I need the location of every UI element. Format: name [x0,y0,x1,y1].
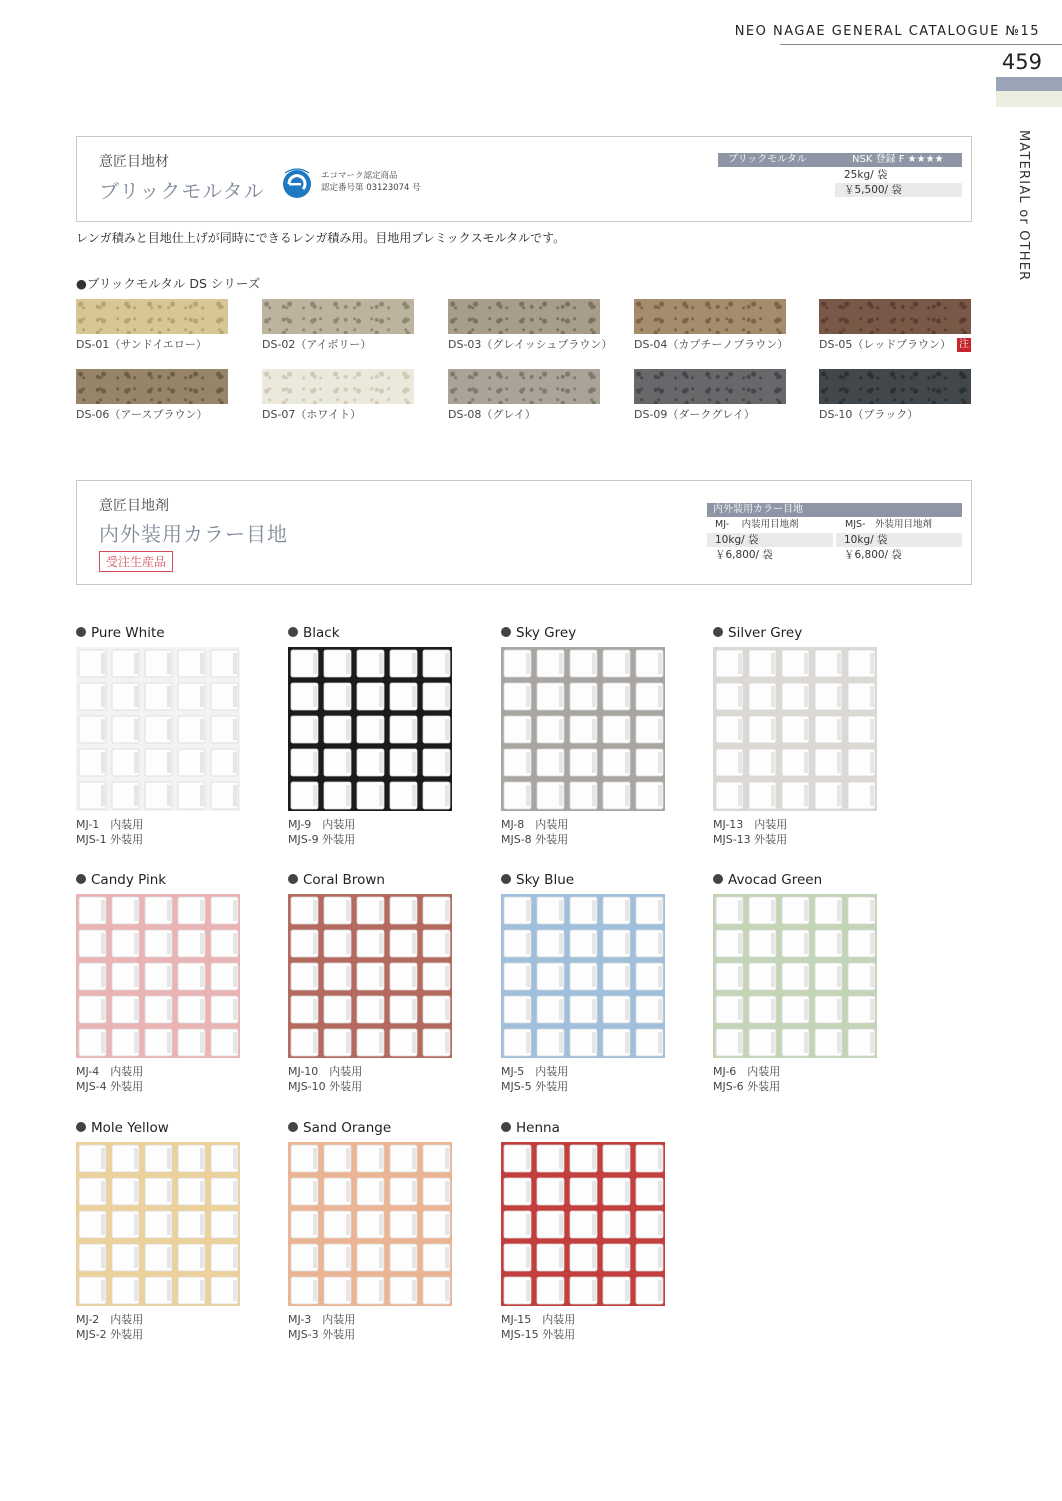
joint-interior-code: MJ-10 内装用 [288,1065,363,1078]
joint-color-name: Avocad Green [728,872,823,888]
joint-exterior-code: MJS-8 外装用 [501,833,569,846]
joint-col2-head: MJS- 外装用目地剤 [845,519,932,530]
joint-color-swatch [76,1142,240,1306]
joint-color-swatch [501,894,665,1058]
joint-spec-header: 内外装用カラー目地 [707,503,962,517]
joint-color-name: Henna [516,1120,560,1136]
joint-color-swatch [288,1142,452,1306]
joint-code-label [76,1312,143,1342]
brick-spec-header [718,153,962,167]
header-bar-blue [996,77,1062,91]
joint-color-swatch [76,894,240,1058]
ds-swatch [634,299,786,334]
ds-swatch-label: DS-03（グレイッシュブラウン） [448,338,613,351]
bullet-dot-icon [76,1122,86,1132]
joint-color-name: Mole Yellow [91,1120,169,1136]
catalogue-title: NEO NAGAE GENERAL CATALOGUE №15 [734,24,1040,39]
joint-col1-price: ￥6,800/ 袋 [715,549,773,561]
joint-code-label [76,817,143,847]
joint-color-name: Pure White [91,625,165,641]
brick-mortar-category: 意匠目地材 [99,154,169,170]
joint-color-name: Coral Brown [303,872,385,888]
joint-code-label [713,1064,780,1094]
joint-color-title [501,1120,560,1136]
ds-swatch-label: DS-02（アイボリー） [262,338,372,351]
brick-spec-grade: NSK 登録 F ★★★★ [852,154,944,165]
bullet-dot-icon [288,1122,298,1132]
ds-swatch-label: DS-05（レッドブラウン） [819,338,951,351]
joint-exterior-code: MJS-3 外装用 [288,1328,356,1341]
joint-color-swatch [288,647,452,811]
joint-interior-code: MJ-8 内装用 [501,818,569,831]
joint-interior-code: MJ-13 内装用 [713,818,788,831]
ds-swatch [448,299,600,334]
joint-exterior-code: MJS-1 外装用 [76,833,144,846]
color-joint-name: 内外装用カラー目地 [99,522,288,546]
eco-mark-text: エコマーク認定商品 [321,171,398,181]
made-to-order-badge: 受注生産品 [99,551,173,572]
ds-swatch-label: DS-10（ブラック） [819,408,919,421]
ds-swatch-label: DS-04（カプチーノブラウン） [634,338,789,351]
joint-interior-code: MJ-4 内装用 [76,1065,144,1078]
joint-code-label [76,1064,143,1094]
joint-col1-head: MJ- 内装用目地剤 [715,519,799,530]
joint-color-name: Sky Blue [516,872,575,888]
joint-color-swatch [76,647,240,811]
ds-swatch [819,299,971,334]
joint-interior-code: MJ-1 内装用 [76,818,144,831]
joint-exterior-code: MJS-15 外装用 [501,1328,576,1341]
joint-color-name: Black [303,625,340,641]
joint-interior-code: MJ-3 内装用 [288,1313,356,1326]
ds-swatch [262,299,414,334]
joint-color-title [713,625,802,641]
brick-spec-price: ￥5,500/ 袋 [835,183,962,197]
brick-mortar-box [76,136,972,222]
ds-swatch [76,299,228,334]
joint-color-swatch [713,894,877,1058]
brick-spec-weight: 25kg/ 袋 [844,169,888,181]
header-bar-cream [996,91,1062,107]
joint-exterior-code: MJS-5 外装用 [501,1080,569,1093]
brick-mortar-description: レンガ積みと目地仕上げが同時にできるレンガ積み用。目地用プレミックスモルタルです。 [76,231,566,245]
ds-swatch [76,369,228,404]
ds-swatch-label: DS-08（グレイ） [448,408,536,421]
joint-exterior-code: MJS-2 外装用 [76,1328,144,1341]
joint-color-swatch [288,894,452,1058]
ds-swatch-label: DS-09（ダークグレイ） [634,408,755,421]
joint-interior-code: MJ-15 内装用 [501,1313,576,1326]
joint-col1-weight: 10kg/ 袋 [707,533,833,547]
joint-color-title [713,872,822,888]
joint-code-label [501,1064,568,1094]
ds-swatch [819,369,971,404]
joint-color-swatch [713,647,877,811]
page-number: 459 [1001,50,1042,74]
bullet-dot-icon [288,627,298,637]
ds-swatch [262,369,414,404]
bullet-dot-icon [288,874,298,884]
joint-color-name: Silver Grey [728,625,803,641]
joint-exterior-code: MJS-9 外装用 [288,833,356,846]
ds-series-title: ●ブリックモルタル DS シリーズ [76,276,261,291]
color-joint-category: 意匠目地剤 [99,498,169,514]
joint-col2-price: ￥6,800/ 袋 [844,549,902,561]
note-mark: 注 [959,339,969,350]
joint-color-title [501,625,576,641]
joint-interior-code: MJ-6 内装用 [713,1065,781,1078]
joint-color-title [288,1120,391,1136]
side-section-label: MATERIAL or OTHER [1016,130,1031,282]
ds-swatch [448,369,600,404]
joint-code-label [501,1312,575,1342]
eco-mark-number: 認定番号第 03123074 号 [321,183,421,193]
joint-color-swatch [501,1142,665,1306]
bullet-dot-icon [501,874,511,884]
joint-code-label [288,1064,362,1094]
joint-color-title [76,1120,169,1136]
joint-exterior-code: MJS-4 外装用 [76,1080,144,1093]
ds-swatch-label: DS-01（サンドイエロー） [76,338,207,351]
joint-interior-code: MJ-9 内装用 [288,818,356,831]
joint-col2-weight: 10kg/ 袋 [836,533,962,547]
ds-swatch-label: DS-06（アースブラウン） [76,408,208,421]
joint-exterior-code: MJS-13 外装用 [713,833,788,846]
bullet-dot-icon [713,874,723,884]
joint-color-title [76,625,165,641]
joint-color-title [76,872,166,888]
brick-spec-label: ブリックモルタル [728,154,807,165]
brick-mortar-name: ブリックモルタル [99,179,265,203]
joint-color-title [288,625,340,641]
header-rule [780,44,1062,45]
eco-mark-icon [279,165,315,201]
joint-exterior-code: MJS-6 外装用 [713,1080,781,1093]
joint-color-name: Sky Grey [516,625,577,641]
joint-color-title [501,872,574,888]
bullet-dot-icon [501,1122,511,1132]
joint-color-title [288,872,385,888]
joint-code-label [713,817,787,847]
joint-code-label [288,1312,355,1342]
joint-color-name: Candy Pink [91,872,167,888]
color-joint-box [76,480,972,585]
bullet-dot-icon [501,627,511,637]
joint-code-label [501,817,568,847]
ds-swatch-label: DS-07（ホワイト） [262,408,362,421]
bullet-dot-icon [76,627,86,637]
bullet-dot-icon [713,627,723,637]
joint-interior-code: MJ-2 内装用 [76,1313,144,1326]
joint-interior-code: MJ-5 内装用 [501,1065,569,1078]
bullet-dot-icon [76,874,86,884]
joint-color-swatch [501,647,665,811]
joint-exterior-code: MJS-10 外装用 [288,1080,363,1093]
joint-color-name: Sand Orange [303,1120,392,1136]
ds-swatch [634,369,786,404]
joint-code-label [288,817,355,847]
